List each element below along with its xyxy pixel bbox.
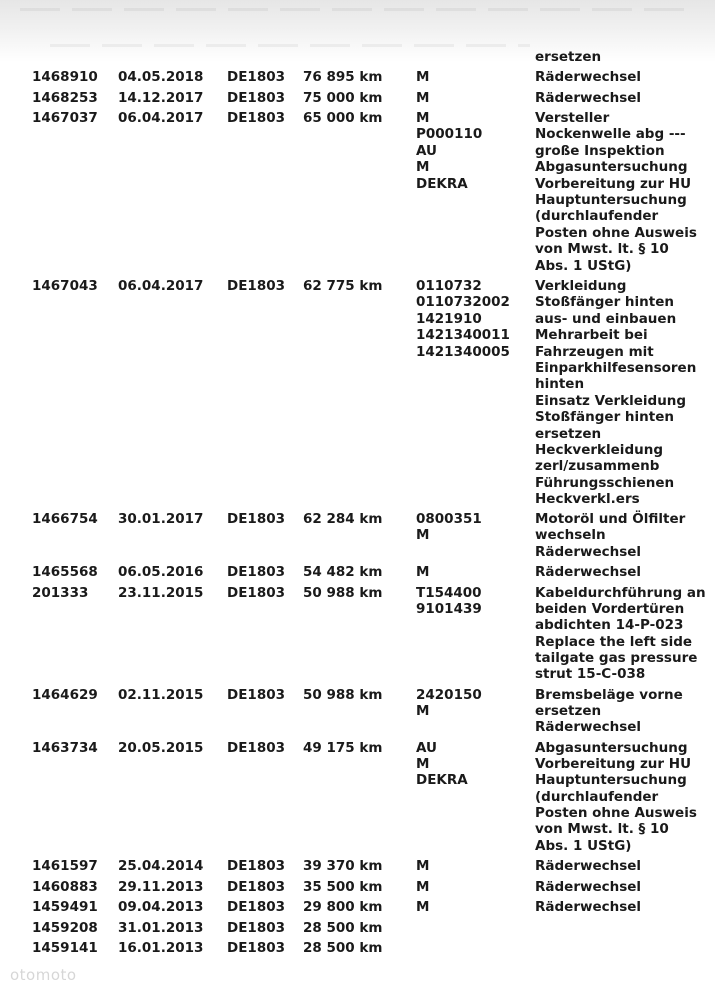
text-line: Vorbereitung zur HU [535,755,692,772]
text-line: Räderwechsel [535,899,642,915]
date-cell: 14.12.2017 [118,89,204,106]
text-line: von Mwst. lt. § 10 [535,821,669,838]
text-line: Motoröl und Ölfilter [535,511,686,527]
order-number-cell: 1459141 [32,940,98,956]
text-line: Hauptuntersuchung [535,772,687,789]
workshop-code-cell: DE1803 [227,110,286,126]
description-cell [535,585,706,683]
text-line: Heckverkl.ers [535,491,640,508]
order-number-cell: 1468910 [32,69,98,85]
table-row [0,940,715,961]
description-cell [535,564,641,580]
text-line: P000110 [416,126,483,143]
order-number-cell: 1467043 [32,278,98,294]
description-cell [535,858,641,874]
mileage-cell: 49 175 km [303,739,383,756]
text-line: 0110732 [416,278,482,294]
order-number-cell: 1468253 [32,89,98,106]
date-cell: 16.01.2013 [118,940,204,956]
order-number-cell: 1459208 [32,919,98,936]
text-line: DEKRA [416,175,468,192]
workshop-code-cell: DE1803 [227,899,286,915]
mileage-cell: 75 000 km [303,89,383,106]
text-line: abdichten 14-P-023 [535,617,684,634]
table-row [0,278,715,511]
text-line: T154400 [416,584,482,601]
text-line: Vorbereitung zur HU [535,175,692,192]
order-number-cell: 1466754 [32,511,98,527]
workshop-code-cell: DE1803 [227,89,286,106]
table-row [0,564,715,585]
workshop-code-cell: DE1803 [227,919,286,936]
text-line: M [416,702,430,719]
parts-cell [416,69,429,85]
date-cell: 06.04.2017 [118,278,204,294]
text-line: Posten ohne Ausweis [535,805,697,822]
text-line: M [416,899,430,915]
parts-cell [416,740,468,789]
text-line: Kabeldurchführung an [535,584,706,601]
text-line: 9101439 [416,600,482,617]
text-line: 1421340005 [416,343,510,360]
parts-cell [416,90,429,106]
text-line: M [416,110,430,126]
mileage-cell: 65 000 km [303,110,383,126]
text-line: beiden Vordertüren [535,600,685,617]
workshop-code-cell: DE1803 [227,564,286,580]
date-cell: 30.01.2017 [118,511,204,527]
table-row [0,858,715,879]
text-line: Abgasuntersuchung [535,159,688,176]
description-cell [535,899,641,915]
table-row [0,585,715,687]
text-line: ersetzen [535,702,602,719]
text-line: M [416,564,430,580]
text-line: Heckverkleidung [535,441,663,458]
date-cell: 02.11.2015 [118,686,204,703]
text-line: Abs. 1 UStG) [535,257,632,274]
text-line: 1421910 [416,310,482,327]
table-row [0,740,715,859]
order-number-cell: 201333 [32,584,89,601]
mileage-cell: 76 895 km [303,69,383,85]
mileage-cell: 35 500 km [303,878,383,895]
text-line: von Mwst. lt. § 10 [535,241,669,258]
text-line: strut 15-C-038 [535,666,646,683]
mileage-cell: 28 500 km [303,919,383,936]
text-line: 0110732002 [416,294,510,311]
text-line: AU [416,142,437,159]
text-line: Posten ohne Ausweis [535,224,697,241]
order-number-cell: 1459491 [32,899,98,915]
description-cell [535,879,641,895]
faded-header-line [20,8,690,11]
workshop-code-cell: DE1803 [227,584,286,601]
text-line: Stoßfänger hinten [535,294,675,311]
text-line: ersetzen [535,425,602,442]
text-line: Räderwechsel [535,564,642,580]
date-cell: 25.04.2014 [118,858,204,874]
table-row [0,110,715,278]
mileage-cell: 28 500 km [303,940,383,956]
mileage-cell: 29 800 km [303,899,383,915]
text-line: M [416,858,430,874]
text-line: Abs. 1 UStG) [535,837,632,854]
order-number-cell: 1463734 [32,739,98,756]
text-line: große Inspektion [535,142,665,159]
watermark-logo: otomoto [10,966,77,984]
workshop-code-cell: DE1803 [227,511,286,527]
text-line: Hauptuntersuchung [535,191,687,208]
description-cell [535,49,601,65]
table-row-continuation [0,49,715,69]
workshop-code-cell: DE1803 [227,69,286,85]
text-line: Räderwechsel [535,69,642,85]
text-line: DEKRA [416,772,468,789]
text-line: tailgate gas pressure [535,650,698,667]
description-cell [535,740,697,855]
mileage-cell: 50 988 km [303,686,383,703]
parts-cell [416,564,429,580]
text-line: (durchlaufender [535,788,659,805]
faded-header-line [50,44,530,47]
mileage-cell: 54 482 km [303,564,383,580]
text-line: Räderwechsel [535,858,642,874]
text-line: Räderwechsel [535,543,642,560]
workshop-code-cell: DE1803 [227,878,286,895]
date-cell: 09.04.2013 [118,899,204,915]
service-history-table [0,49,715,961]
text-line: Bremsbeläge vorne [535,686,683,703]
parts-cell [416,511,482,544]
text-line: Fahrzeugen mit [535,343,654,360]
parts-cell [416,858,429,874]
date-cell: 06.05.2016 [118,564,204,580]
text-line: Räderwechsel [535,89,642,106]
text-line: M [416,878,430,895]
text-line: Verkleidung [535,278,627,294]
text-line: Einparkhilfesensoren [535,359,697,376]
description-cell [535,511,685,560]
text-line: Replace the left side [535,633,693,650]
mileage-cell: 62 284 km [303,511,383,527]
parts-cell [416,879,429,895]
description-cell [535,90,641,106]
order-number-cell: 1461597 [32,858,98,874]
text-line: Nockenwelle abg --- [535,126,686,143]
text-line: M [416,69,430,85]
order-number-cell: 1467037 [32,110,98,126]
text-line: Mehrarbeit bei [535,327,648,344]
mileage-cell: 39 370 km [303,858,383,874]
workshop-code-cell: DE1803 [227,686,286,703]
text-line: ersetzen [535,49,602,65]
table-row [0,511,715,564]
text-line: 1421340011 [416,327,510,344]
text-line: Räderwechsel [535,719,642,736]
date-cell: 20.05.2015 [118,739,204,756]
text-line: hinten [535,376,585,393]
description-cell [535,278,696,507]
description-cell [535,110,697,274]
table-row [0,90,715,111]
table-row [0,920,715,941]
text-line: AU [416,739,437,756]
text-line: M [416,159,430,176]
workshop-code-cell: DE1803 [227,858,286,874]
table-row [0,687,715,740]
date-cell: 31.01.2013 [118,919,204,936]
parts-cell [416,278,510,360]
text-line: M [416,527,430,544]
text-line: M [416,89,430,106]
parts-cell [416,585,482,618]
description-cell [535,69,641,85]
description-cell [535,687,683,736]
text-line: Stoßfänger hinten [535,409,675,426]
text-line: 2420150 [416,686,482,703]
text-line: (durchlaufender [535,208,659,225]
parts-cell [416,687,482,720]
table-row [0,899,715,920]
parts-cell [416,899,429,915]
text-line: M [416,755,430,772]
mileage-cell: 50 988 km [303,584,383,601]
date-cell: 04.05.2018 [118,69,204,85]
table-row [0,69,715,90]
date-cell: 23.11.2015 [118,584,204,601]
text-line: wechseln [535,527,606,544]
workshop-code-cell: DE1803 [227,739,286,756]
text-line: Versteller [535,110,610,126]
workshop-code-cell: DE1803 [227,940,286,956]
order-number-cell: 1465568 [32,564,98,580]
table-row [0,879,715,900]
workshop-code-cell: DE1803 [227,278,286,294]
text-line: Führungsschienen [535,474,675,491]
order-number-cell: 1464629 [32,686,98,703]
text-line: aus- und einbauen [535,310,677,327]
date-cell: 06.04.2017 [118,110,204,126]
mileage-cell: 62 775 km [303,278,383,294]
text-line: Räderwechsel [535,878,642,895]
text-line: Abgasuntersuchung [535,739,688,756]
order-number-cell: 1460883 [32,878,98,895]
date-cell: 29.11.2013 [118,878,204,895]
text-line: Einsatz Verkleidung [535,392,687,409]
text-line: 0800351 [416,511,482,527]
parts-cell [416,110,482,192]
text-line: zerl/zusammenb [535,458,660,475]
